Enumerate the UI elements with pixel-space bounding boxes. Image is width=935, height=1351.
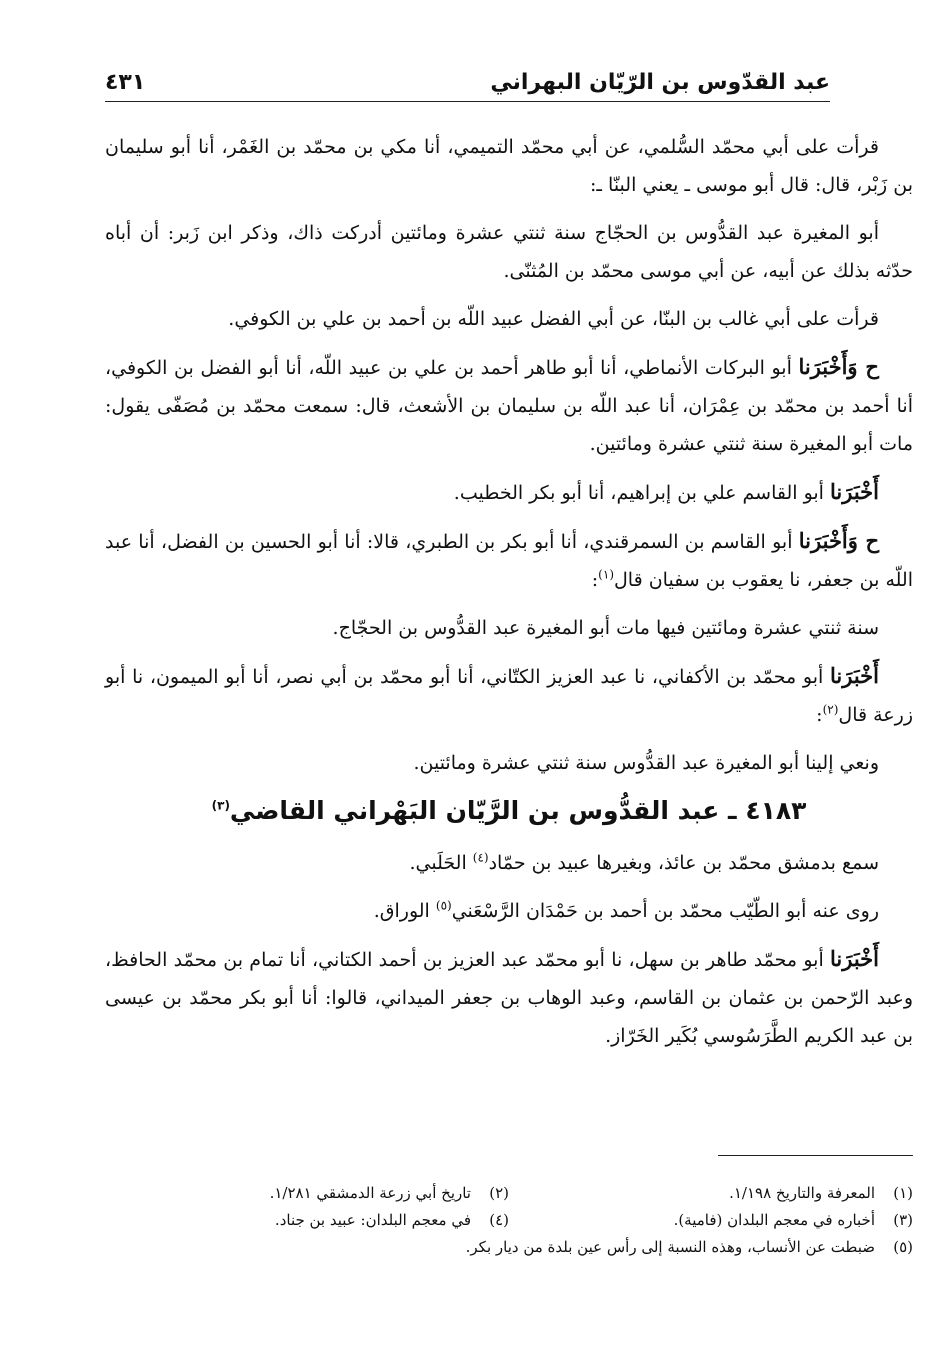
paragraph bbox=[105, 348, 913, 463]
paragraph-text: أبو القاسم بن السمرقندي، أنا أبو بكر بن الطبري، قالا: أنا أبو الحسين بن الفضل، أنا عبد اللّه بن جعفر، نا يعقوب بن سفيان قال bbox=[105, 531, 913, 591]
paragraph-text: أبو البركات الأنماطي، أنا أبو طاهر أحمد بن علي بن عبيد اللّه، أنا أبو الفضل بن الكوفي، أنا أحمد بن محمّد بن عِمْرَان، أنا عبد اللّه بن سليمان بن الأشعث، قال: سمعت محمّد بن مُصَفّى يقول: مات أبو المغيرة سنة ثنتي عشرة ومائتين. bbox=[105, 357, 913, 455]
paragraph bbox=[105, 214, 913, 290]
footnote-number: (٣) bbox=[893, 1211, 913, 1229]
footnote bbox=[509, 1207, 913, 1234]
paragraph-text: أبو القاسم علي بن إبراهيم، أنا أبو بكر الخطيب. bbox=[453, 482, 824, 504]
footnote bbox=[466, 1234, 913, 1261]
paragraph bbox=[105, 844, 913, 882]
paragraph-text: الوراق. bbox=[373, 900, 430, 922]
footnote-text: في معجم البلدان: عبيد بن جناد. bbox=[274, 1211, 471, 1229]
paragraph-text: الحَلَبي. bbox=[409, 852, 467, 874]
footnote-ref: (٤) bbox=[472, 850, 489, 865]
heading-text: ٤١٨٣ ـ عبد القدُّوس بن الرَّيّان البَهْراني القاضي bbox=[229, 796, 807, 825]
paragraph bbox=[105, 657, 913, 734]
footnote-text: ضبطت عن الأنساب، وهذه النسبة إلى رأس عين بلدة من ديار بكر. bbox=[465, 1238, 875, 1256]
footnote-row bbox=[105, 1207, 913, 1234]
footnote-number: (١) bbox=[893, 1184, 913, 1202]
paragraph-text: روى عنه أبو الطّيّب محمّد بن أحمد بن حَمْدَان الرَّسْعَني bbox=[451, 900, 879, 922]
akhbarana-keyword: ح وَأَخْبَرَنا bbox=[798, 354, 879, 379]
footnotes bbox=[105, 1180, 913, 1261]
paragraph bbox=[105, 128, 913, 204]
paragraph bbox=[105, 300, 913, 338]
footnote-number: (٤) bbox=[489, 1211, 509, 1229]
akhbarana-keyword: أَخْبَرَنا bbox=[830, 663, 879, 688]
page-number: ٤٣١ bbox=[105, 70, 146, 95]
footnote-number: (٥) bbox=[893, 1238, 913, 1256]
paragraph bbox=[105, 940, 913, 1055]
akhbarana-keyword: أَخْبَرَنا bbox=[830, 946, 879, 971]
paragraph-text: قرأت على أبي محمّد السُّلمي، عن أبي محمّد التميمي، أنا مكي بن محمّد بن الغَمْر، أنا أبو سليمان بن زَبْر، قال: قال أبو موسى ـ يعني البنّا ـ: bbox=[105, 136, 913, 196]
footnote-text: أخباره في معجم البلدان (فامية). bbox=[673, 1211, 875, 1229]
paragraph bbox=[105, 473, 913, 512]
running-title: عبد القدّوس بن الرّيّان البهراني bbox=[490, 70, 830, 95]
paragraph bbox=[105, 744, 913, 782]
running-header bbox=[105, 60, 830, 102]
punctuation: : bbox=[816, 704, 823, 726]
paragraph-text: أبو محمّد بن الأكفاني، نا عبد العزيز الكتّاني، أنا أبو محمّد بن أبي نصر، أنا أبو الميمون، نا أبو زرعة قال bbox=[105, 666, 913, 726]
footnote-number: (٢) bbox=[489, 1184, 509, 1202]
akhbarana-keyword: ح وَأَخْبَرَنا bbox=[798, 528, 879, 553]
punctuation: : bbox=[591, 569, 599, 591]
footnote-divider bbox=[718, 1155, 913, 1156]
akhbarana-keyword: أَخْبَرَنا bbox=[830, 479, 879, 504]
paragraph-text: ونعي إلينا أبو المغيرة عبد القدُّوس سنة ثنتي عشرة ومائتين. bbox=[413, 752, 879, 774]
paragraph-text: سنة ثنتي عشرة ومائتين فيها مات أبو المغيرة عبد القدُّوس بن الحجّاج. bbox=[332, 617, 879, 639]
footnote-ref: (٣) bbox=[211, 798, 230, 813]
footnote-ref: (٥) bbox=[435, 898, 452, 913]
footnote-ref: (٢) bbox=[822, 702, 839, 717]
paragraph bbox=[105, 522, 913, 599]
footnote bbox=[509, 1180, 913, 1207]
footnote-row bbox=[105, 1234, 913, 1261]
paragraph bbox=[105, 609, 913, 647]
footnote-text: المعرفة والتاريخ ١/١٩٨. bbox=[729, 1184, 875, 1202]
footnote bbox=[105, 1180, 509, 1207]
footnote-ref: (١) bbox=[598, 567, 614, 582]
footnote-row bbox=[105, 1180, 913, 1207]
biography-heading bbox=[105, 792, 913, 830]
paragraph-text: أبو محمّد طاهر بن سهل، نا أبو محمّد عبد العزيز بن أحمد الكتاني، أنا تمام بن محمّد الحافظ، وعبد الرّحمن بن عثمان بن القاسم، وعبد الوهاب بن جعفر الميداني، قالوا: أنا أبو بكر محمّد بن عيسى بن عبد الكريم الطَّرَسُوسي بُكَير الخَرّاز. bbox=[105, 949, 913, 1047]
paragraph-text: أبو المغيرة عبد القدُّوس بن الحجّاج سنة ثنتي عشرة ومائتين أدركت ذاك، وذكر ابن زَبر: أن أباه حدّثه بذلك عن أبيه، عن أبي موسى محمّد بن المُثنّى. bbox=[105, 222, 913, 282]
paragraph-text: سمع بدمشق محمّد بن عائذ، وبغيرها عبيد بن حمّاد bbox=[488, 852, 879, 874]
paragraph bbox=[105, 892, 913, 930]
paragraph-text: قرأت على أبي غالب بن البنّا، عن أبي الفضل عبيد اللّه بن أحمد بن علي بن الكوفي. bbox=[228, 308, 879, 330]
footnote-text: تاريخ أبي زرعة الدمشقي ١/٢٨١. bbox=[269, 1184, 471, 1202]
main-text bbox=[105, 128, 913, 1065]
footnote bbox=[105, 1207, 509, 1234]
